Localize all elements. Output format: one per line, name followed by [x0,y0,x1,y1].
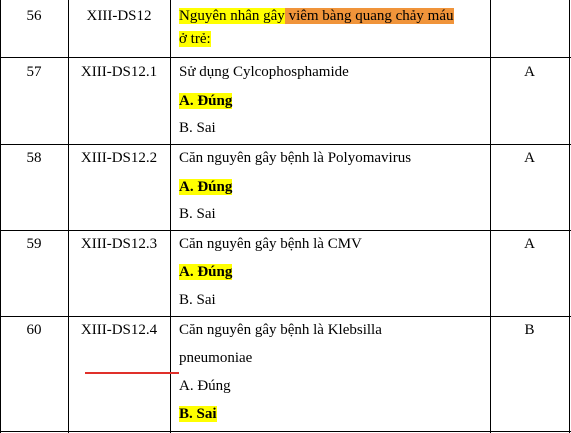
question-code: XIII-DS12.3 [80,236,158,252]
row-number: 60 [26,322,42,338]
answer-key: A [524,64,535,80]
row-number: 57 [26,64,42,80]
row-number: 56 [26,8,42,24]
option-a: A. Đúng [179,378,231,394]
question-text: Căn nguyên gây bệnh là Klebsilla [179,322,382,338]
question-text: Sử dụng Cylcophosphamide [179,64,349,80]
row-number: 59 [26,236,42,252]
question-text-highlight-orange: viêm bàng quang chảy máu [284,8,454,24]
column-divider [170,0,171,433]
red-annotation-line [85,372,179,374]
question-code: XIII-DS12.4 [80,322,158,338]
row-divider [0,230,571,231]
answer-key: A [524,150,535,166]
option-b: B. Sai [179,206,216,222]
question-text-line2: pneumoniae [179,350,253,366]
question-code: XIII-DS12.1 [80,64,158,80]
question-text: Căn nguyên gây bệnh là Polyomavirus [179,150,412,166]
answer-key: A [524,236,535,252]
option-a: A. Đúng [179,179,233,195]
question-code: XIII-DS12 [86,8,152,24]
row-divider [0,316,571,317]
question-text-highlight-yellow: Nguyên nhân gây [179,8,285,24]
row-divider [0,57,571,58]
option-b: B. Sai [179,406,217,422]
question-text-line2: ở trẻ: [179,31,211,47]
question-text [179,6,454,26]
option-b: B. Sai [179,120,216,136]
row-divider [0,144,571,145]
table-border-right [569,0,570,433]
option-a: A. Đúng [179,264,233,280]
question-code: XIII-DS12.2 [80,150,158,166]
answer-key: B [524,322,535,338]
option-a: A. Đúng [179,93,233,109]
table-border-bottom [0,431,571,432]
question-text: Căn nguyên gây bệnh là CMV [179,236,362,252]
row-number: 58 [26,150,42,166]
option-b: B. Sai [179,292,216,308]
